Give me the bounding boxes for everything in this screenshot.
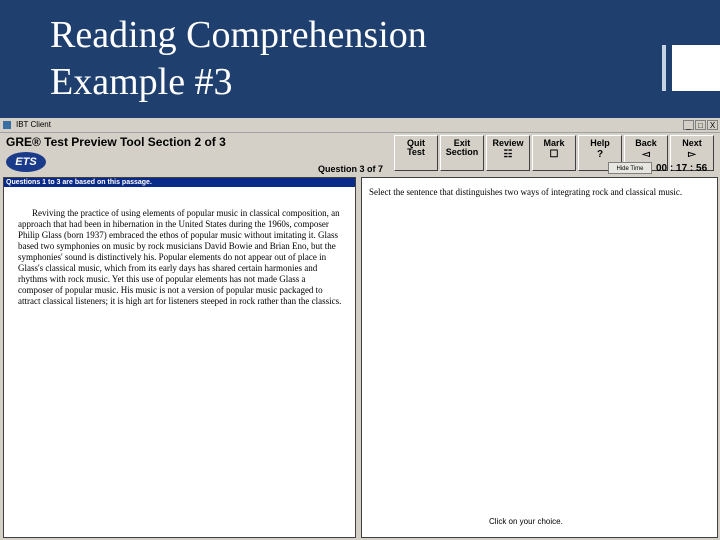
app-title: GRE® Test Preview Tool Section 2 of 3 [6,135,226,149]
question-status-bar [0,162,720,176]
back-arrow-icon: ◅ [642,149,650,160]
help-icon: ? [596,149,604,160]
instruction-text: Click on your choice. [489,517,563,526]
decorative-bar-wide [672,45,720,91]
help-label: Help [590,138,610,148]
window-title: IBT Client [16,120,51,129]
hide-time-button[interactable]: Hide Time [608,162,652,174]
mark-label: Mark [543,138,565,148]
slide-title [50,12,650,106]
close-button[interactable]: X [707,120,718,130]
window-titlebar [0,118,720,133]
passage-banner: Questions 1 to 3 are based on this passage. [4,178,355,187]
review-icon: ☷ [503,149,513,160]
checkbox-icon: ☐ [549,149,559,160]
decorative-bracket [662,45,720,91]
app-icon [3,121,11,129]
slide-title-line-1: Reading Comprehension [50,14,427,56]
question-number: Question 3 of 7 [318,164,384,174]
test-client-window [0,118,720,540]
question-pane [361,177,718,538]
passage-pane [3,177,356,538]
quit-label-line1: Quit [407,138,425,148]
next-label: Next [682,138,702,148]
minimize-button[interactable]: _ [683,120,694,130]
back-label: Back [635,138,657,148]
question-prompt: Select the sentence that distinguishes two ways of integrating rock and classical music. [369,187,683,197]
maximize-button[interactable]: □ [695,120,706,130]
window-controls [683,120,718,131]
exit-label-line1: Exit [453,138,471,148]
review-label: Review [492,138,524,148]
exit-label-line2: Section [445,147,479,157]
quit-label-line2: Test [407,147,425,157]
decorative-bar-thin [662,45,666,91]
slide-header [0,0,720,118]
slide-title-line-2: Example #3 [50,61,233,103]
timer: 00 : 17 : 56 [656,163,708,174]
ets-logo: ETS [6,152,46,172]
next-arrow-icon: ▻ [688,149,696,160]
passage-text[interactable]: Reviving the practice of using elements of popular music in classical composition, an approach that had been in hibernation in the United States during the 1960s, composer Philip Glass (born 1937) embraced the ethos of popular music without imitating it. Glass based two symphonies on music by rock musicians David Bowie and Brian Eno, but the symphonies' sound is distinctively his. Popular elements do not appear out of place in Glass's classical music, which from its early days has shared certain harmonies and rhythms with rock music. Yet this use of popular elements has not made Glass a composer of popular music. His music is not a version of popular music packaged to attract classical listeners; it is high art for listeners steeped in rock rather than the classics. [18,208,342,306]
